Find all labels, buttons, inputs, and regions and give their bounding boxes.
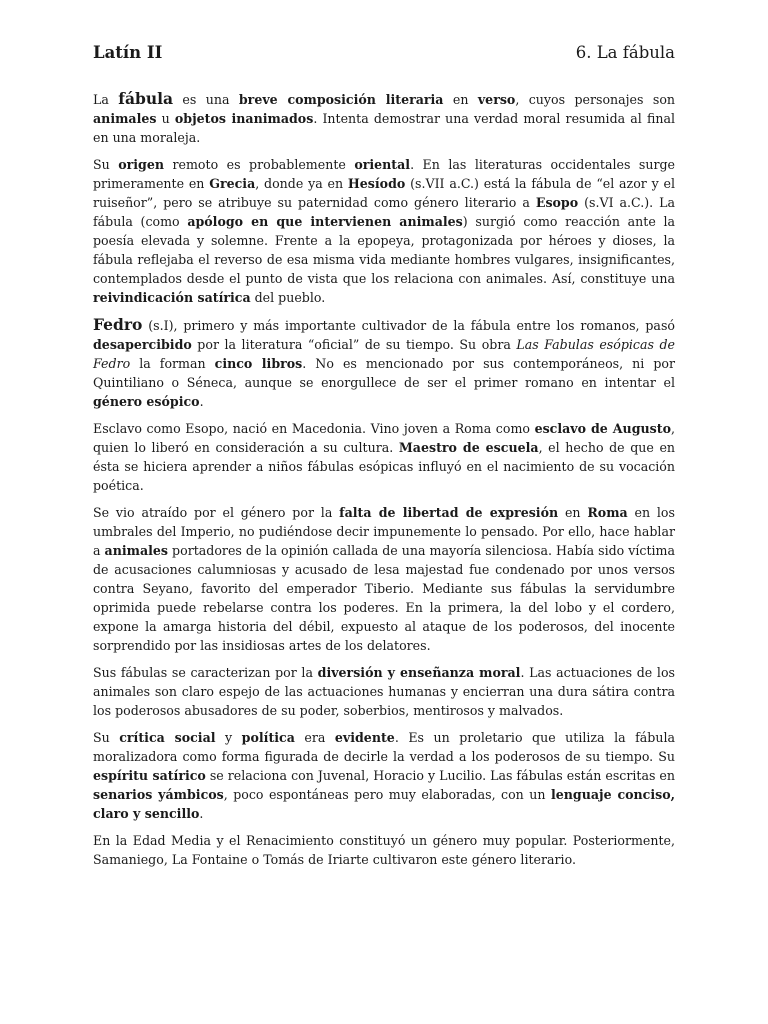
bold-text: animales xyxy=(93,111,157,126)
bold-text: Roma xyxy=(587,505,628,520)
paragraph-8 xyxy=(93,831,675,869)
text-run: del pueblo. xyxy=(250,290,326,305)
text-run: u xyxy=(156,111,175,126)
text-run: . xyxy=(199,806,204,821)
bold-text: Hesíodo xyxy=(347,176,406,191)
text-run: y xyxy=(215,730,242,745)
paragraph-3 xyxy=(93,315,675,411)
text-run: era xyxy=(294,730,335,745)
text-run: En la Edad Media y el Renacimiento constituyó un género muy popular. Posteriormente, Samaniego, La Fontaine o Tomás de Iriarte cultivaron este género literario. xyxy=(93,833,675,867)
paragraph-7 xyxy=(93,728,675,823)
text-run: en los umbrales del Imperio, no pudiéndose decir impunemente lo pensado. Por ello, hace hablar a xyxy=(93,505,675,558)
text-run: portadores de la opinión callada de una mayoría silenciosa. Había sido víctima de acusaciones calumniosas y acusado de lesa majestad fue condenado por unos versos contra Seyano, favorito del emperador Tiberio. Mediante sus fábulas la servidumbre oprimida puede rebelarse contra los poderes. En la primera, la del lobo y el cordero, expone la amarga historia del débil, expuesto al ataque de los poderosos, del inocente sorprendido por las insidiosas artes de los delatores. xyxy=(93,543,676,653)
page-header xyxy=(93,43,675,62)
course-title: Latín II xyxy=(93,43,163,62)
bold-text: falta de libertad de expresión xyxy=(339,505,559,520)
bold-text: senarios yámbicos xyxy=(93,787,224,802)
text-run: . Es un proletario que utiliza la fábula moralizadora como forma figurada de decirle la verdad a los poderosos de su tiempo. Su xyxy=(93,730,675,764)
text-run: Esclavo como Esopo, nació en Macedonia. Vino joven a Roma como xyxy=(93,421,535,436)
text-run: en xyxy=(558,505,588,520)
text-run: . En las literaturas occidentales surge primeramente en xyxy=(93,157,675,191)
text-run: remoto es probablemente xyxy=(164,157,355,172)
text-run: en xyxy=(443,92,478,107)
text-run: . xyxy=(199,394,204,409)
text-run: , quien lo liberó en consideración a su cultura. xyxy=(93,421,676,455)
text-run: . Las actuaciones de los animales son claro espejo de las actuaciones humanas y encierran una dura sátira contra los poderosos abusadores de su poder, soberbios, mentirosos y malvados. xyxy=(93,665,676,718)
bold-text: origen xyxy=(118,157,165,172)
bold-text: diversión y enseñanza moral xyxy=(317,665,521,680)
paragraph-5 xyxy=(93,503,675,655)
text-run: (s.VI a.C.). La fábula (como xyxy=(93,195,675,229)
text-run: es una xyxy=(173,92,239,107)
bold-text: cinco libros xyxy=(214,356,303,371)
bold-text: crítica social xyxy=(119,730,216,745)
text-run: Su xyxy=(93,730,120,745)
text-run: Se vio atraído por el género por la xyxy=(93,505,340,520)
bold-text: objetos inanimados xyxy=(174,111,314,126)
bold-text: desapercibido xyxy=(93,337,192,352)
bold-text: breve composición literaria xyxy=(238,92,444,107)
bold-text: oriental xyxy=(354,157,411,172)
bold-text: esclavo de Augusto xyxy=(534,421,671,436)
text-run: . No es mencionado por sus contemporáneos, ni por Quintiliano o Séneca, aunque se enorgullece de ser el primer romano en intentar el xyxy=(93,356,676,390)
text-run: la forman xyxy=(130,356,215,371)
text-run: por la literatura “oficial” de su tiempo. Su obra xyxy=(191,337,517,352)
bold-text: género esópico xyxy=(93,394,200,409)
text-run: ) surgió como reacción ante la poesía elevada y solemne. Frente a la epopeya, protagonizada por héroes y dioses, la fábula reflejaba el reverso de esa misma vida mediante hombres vulgares, insignificantes, contemplados desde el punto de vista que los relaciona con animales. Así, constituye una xyxy=(93,214,675,286)
bold-text: Grecia xyxy=(209,176,256,191)
text-run: (s.I), primero y más importante cultivador de la fábula entre los romanos, pasó xyxy=(142,318,675,333)
text-run: se relaciona con Juvenal, Horacio y Lucilio. Las fábulas están escritas en xyxy=(205,768,675,783)
text-run: (s.VII a.C.) está la fábula de “el azor y el ruiseñor”, pero se atribuye su paternidad como género literario a xyxy=(93,176,675,210)
bold-text: fábula xyxy=(118,89,174,108)
paragraph-4 xyxy=(93,419,675,495)
text-run: . Intenta demostrar una verdad moral resumida al final en una moraleja. xyxy=(93,111,675,145)
text-run: , poco espontáneas pero muy elaboradas, con un xyxy=(223,787,551,802)
document-body xyxy=(93,89,675,877)
bold-text: política xyxy=(241,730,295,745)
bold-text: verso xyxy=(477,92,516,107)
bold-text: evidente xyxy=(334,730,395,745)
text-run: La xyxy=(93,92,119,107)
bold-text: reivindicación satírica xyxy=(93,290,251,305)
paragraph-2 xyxy=(93,155,675,307)
bold-text: espíritu satírico xyxy=(93,768,206,783)
bold-text: animales xyxy=(104,543,169,558)
text-run: , cuyos personajes son xyxy=(515,92,676,107)
bold-text: apólogo en que intervienen animales xyxy=(187,214,463,229)
paragraph-1 xyxy=(93,89,675,147)
text-run: , donde ya en xyxy=(255,176,348,191)
bold-text: lenguaje conciso, claro y sencillo xyxy=(93,787,675,821)
text-run: , el hecho de que en ésta se hiciera aprender a niños fábulas esópicas influyó en el nacimiento de su vocación poética. xyxy=(93,440,676,493)
italic-text: Las Fabulas esópicas de Fedro xyxy=(93,337,675,371)
text-run: Su xyxy=(93,157,119,172)
bold-text: Maestro de escuela xyxy=(398,440,539,455)
paragraph-6 xyxy=(93,663,675,720)
bold-text: Fedro xyxy=(93,315,143,334)
text-run: Sus fábulas se caracterizan por la xyxy=(93,665,318,680)
topic-title: 6. La fábula xyxy=(575,43,675,62)
bold-text: Esopo xyxy=(535,195,579,210)
